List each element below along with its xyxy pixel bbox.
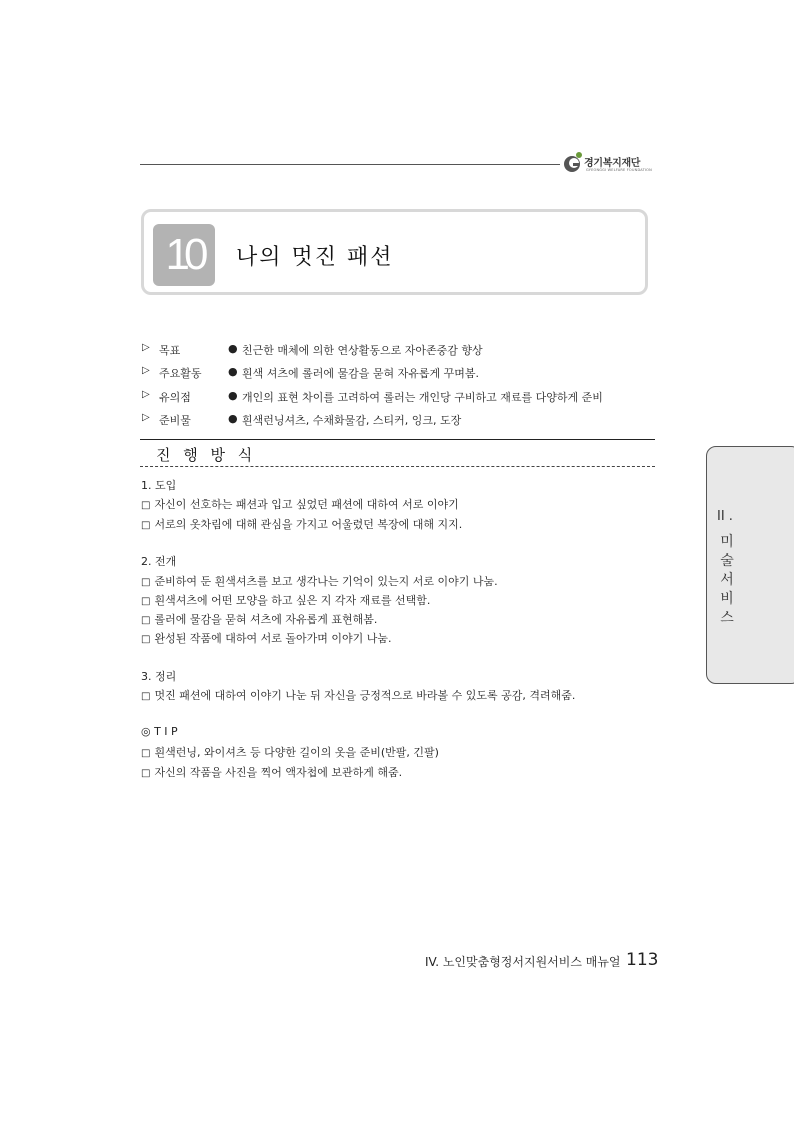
step-heading: 2. 전개	[141, 555, 177, 568]
info-text: 친근한 매체에 의한 연상활동으로 자아존중감 향상	[242, 344, 483, 357]
foundation-logo	[562, 150, 662, 178]
side-tab-char: 스	[720, 610, 734, 626]
step-heading: 3. 정리	[141, 670, 177, 683]
list-item	[141, 744, 439, 760]
list-item-text: 흰색런닝, 와이셔츠 등 다양한 길이의 옷을 준비(반팔, 긴팔)	[154, 746, 439, 759]
triangle-right-icon: ▷	[142, 365, 150, 376]
info-text: 흰색 셔츠에 롤러에 물감을 묻혀 자유롭게 꾸며봄.	[242, 367, 479, 380]
checkbox-icon: □	[141, 577, 151, 588]
checkbox-icon: □	[141, 748, 151, 759]
logo-name: 경기복지재단	[584, 158, 641, 169]
checkbox-icon: □	[141, 500, 151, 511]
section-top-rule	[140, 439, 655, 440]
checkbox-icon: □	[141, 634, 151, 645]
checkbox-icon: □	[141, 520, 151, 531]
chapter-side-tab	[706, 446, 794, 684]
checkbox-icon: □	[141, 768, 151, 779]
triangle-right-icon: ▷	[142, 389, 150, 400]
checkbox-icon: □	[141, 596, 151, 607]
section-dashed-rule	[140, 466, 655, 467]
list-item-text: 자신의 작품을 사진을 찍어 액자첩에 보관하게 해줌.	[154, 766, 403, 779]
list-item	[141, 630, 392, 646]
side-tab-char: 미	[720, 534, 734, 550]
info-label: 준비물	[159, 414, 191, 427]
side-tab-label	[719, 533, 735, 628]
list-item	[141, 764, 402, 780]
list-item	[141, 496, 459, 512]
page-number: 113	[626, 950, 659, 970]
info-label: 주요활동	[159, 367, 202, 380]
list-item	[141, 573, 498, 589]
list-item-text: 서로의 옷차림에 대해 관심을 가지고 어울렸던 복장에 대해 지지.	[154, 518, 463, 531]
list-item	[141, 687, 575, 703]
list-item-text: 흰색셔츠에 어떤 모양을 하고 싶은 지 각자 재료를 선택함.	[154, 594, 431, 607]
info-text: 흰색런닝셔츠, 수채화물감, 스티커, 잉크, 도장	[242, 414, 462, 427]
triangle-right-icon: ▷	[142, 412, 150, 423]
info-label: 유의점	[159, 391, 191, 404]
list-item	[141, 611, 377, 627]
logo-subtitle: GYEONGGI WELFARE FOUNDATION	[586, 168, 652, 172]
triangle-right-icon: ▷	[142, 342, 150, 353]
info-label: 목표	[159, 344, 181, 357]
foundation-logo-icon	[562, 150, 584, 174]
tip-heading: ◎ T I P	[141, 725, 178, 738]
bullet-icon: ●	[228, 389, 238, 402]
side-tab-roman: II .	[717, 509, 733, 524]
bullet-icon: ●	[228, 365, 238, 378]
page-title: 나의 멋진 패션	[236, 245, 394, 270]
chapter-number: 10	[153, 224, 215, 286]
title-box	[141, 209, 648, 295]
list-item-text: 멋진 패션에 대하여 이야기 나눈 뒤 자신을 긍정적으로 바라볼 수 있도록 공감, 격려해줌.	[154, 689, 576, 702]
side-tab-char: 서	[720, 572, 734, 588]
checkbox-icon: □	[141, 615, 151, 626]
list-item	[141, 592, 430, 608]
list-item-text: 자신이 선호하는 패션과 입고 싶었던 패션에 대하여 서로 이야기	[154, 498, 459, 511]
step-heading: 1. 도입	[141, 479, 177, 492]
side-tab-char: 술	[720, 553, 734, 569]
list-item-text: 준비하여 둔 흰색셔츠를 보고 생각나는 기억이 있는지 서로 이야기 나눔.	[154, 575, 498, 588]
section-title: 진 행 방 식	[156, 446, 257, 464]
list-item-text: 완성된 작품에 대하여 서로 돌아가며 이야기 나눔.	[154, 632, 392, 645]
list-item-text: 롤러에 물감을 묻혀 셔츠에 자유롭게 표현해봄.	[154, 613, 378, 626]
header-rule	[140, 164, 560, 165]
side-tab-char: 비	[720, 591, 734, 607]
info-text: 개인의 표현 차이를 고려하여 롤러는 개인당 구비하고 재료를 다양하게 준비	[242, 391, 603, 404]
list-item	[141, 516, 462, 532]
bullet-icon: ●	[228, 412, 238, 425]
footer-text: IV. 노인맞춤형정서지원서비스 매뉴얼	[425, 955, 621, 969]
checkbox-icon: □	[141, 691, 151, 702]
bullet-icon: ●	[228, 342, 238, 355]
